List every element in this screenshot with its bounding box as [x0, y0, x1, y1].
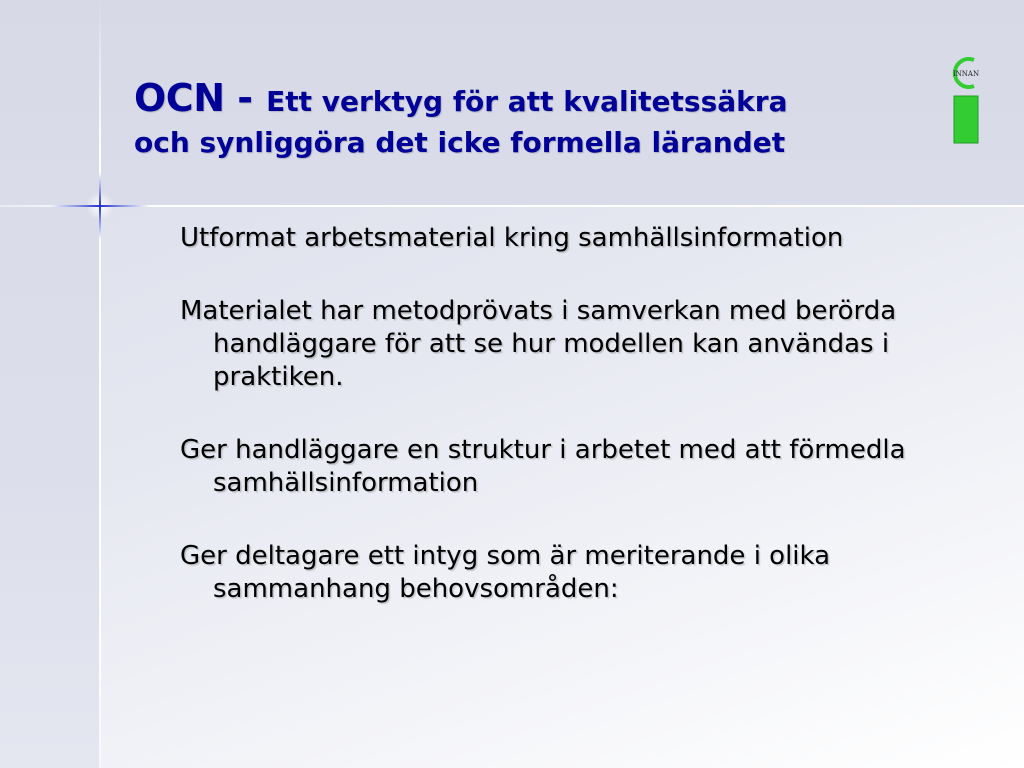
title-prefix: OCN -	[134, 76, 253, 120]
logo-text: INNAN	[952, 70, 980, 78]
paragraph-2: Materialet har metodprövats i samverkan med berörda handläggare för att se hur modellen kan användas i praktiken.	[180, 296, 897, 392]
vertical-divider	[99, 0, 101, 768]
slide-body	[180, 222, 980, 646]
paragraph-4: Ger deltagare ett intyg som är meriterande i olika sammanhang behovsområden:	[180, 541, 831, 604]
title-line-1: Ett verktyg för att kvalitetssäkra	[266, 85, 788, 118]
innan-logo-icon	[944, 52, 984, 146]
paragraph-1: Utformat arbetsmaterial kring samhällsinformation	[180, 223, 844, 253]
sparkle-icon	[40, 146, 160, 266]
slide-title	[134, 76, 787, 159]
title-line-2: och synliggöra det icke formella lärandet	[134, 125, 786, 159]
paragraph-3: Ger handläggare en struktur i arbetet med att förmedla samhällsinformation	[180, 435, 906, 498]
